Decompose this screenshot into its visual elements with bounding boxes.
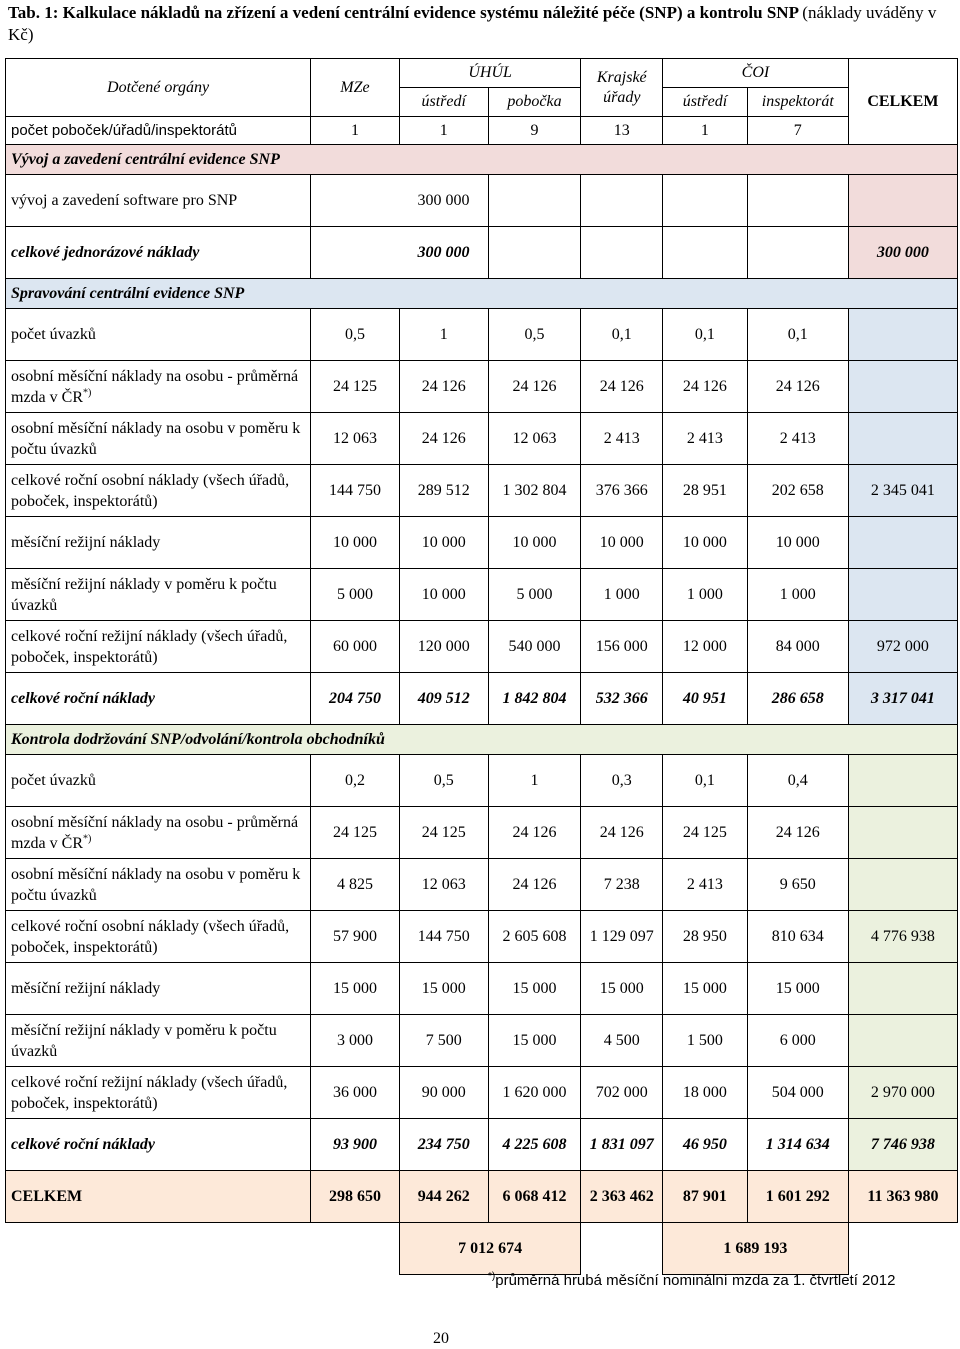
onetime-label: celkové jednorázové náklady xyxy=(6,227,311,279)
section3-annual-cell: 1 314 634 xyxy=(747,1119,848,1171)
section2-cell: 10 000 xyxy=(399,517,488,569)
section2-row-label: počet úvazků xyxy=(6,309,311,361)
section3-cell: 2 605 608 xyxy=(488,911,581,963)
branches-label: počet poboček/úřadů/inspektorátů xyxy=(6,117,311,145)
blank-cell xyxy=(6,1223,311,1275)
section3-annual-cell: 93 900 xyxy=(311,1119,400,1171)
section2-cell: 1 000 xyxy=(747,569,848,621)
section3-row-label: měsíční režijní náklady v poměru k počtu úvazků xyxy=(6,1015,311,1067)
section3-cell: 12 063 xyxy=(399,859,488,911)
section3-cell: 1 xyxy=(488,755,581,807)
section2-cell: 0,5 xyxy=(311,309,400,361)
section2-cell: 540 000 xyxy=(488,621,581,673)
section2-cell: 376 366 xyxy=(581,465,663,517)
header-celkem: CELKEM xyxy=(848,59,957,145)
section2-cell: 12 063 xyxy=(488,413,581,465)
branches-uhul-pobocka: 9 xyxy=(488,117,581,145)
section3-row-label: celkové roční režijní náklady (všech úřadů, poboček, inspektorátů) xyxy=(6,1067,311,1119)
section3-cell: 504 000 xyxy=(747,1067,848,1119)
section2-row-label: celkové roční režijní náklady (všech úřadů, poboček, inspektorátů) xyxy=(6,621,311,673)
header-krajske: Krajské xyxy=(596,68,647,86)
section2-row-total xyxy=(848,309,957,361)
section3-cell: 7 238 xyxy=(581,859,663,911)
section3-cell: 0,1 xyxy=(663,755,748,807)
section2-row-label: měsíční režijní náklady v poměru k počtu úvazků xyxy=(6,569,311,621)
header-urady: úřady xyxy=(603,88,641,106)
section2-cell: 12 000 xyxy=(663,621,748,673)
section2-cell: 24 126 xyxy=(399,413,488,465)
section2-cell: 289 512 xyxy=(399,465,488,517)
blank-cell xyxy=(581,1223,663,1275)
footnote xyxy=(488,1272,895,1289)
section2-annual-total: 3 317 041 xyxy=(848,673,957,725)
section2-row-total: 2 345 041 xyxy=(848,465,957,517)
section3-row-total xyxy=(848,1015,957,1067)
section3-annual-cell: 46 950 xyxy=(663,1119,748,1171)
section3-annual-cell: 234 750 xyxy=(399,1119,488,1171)
section3-annual-cell: 4 225 608 xyxy=(488,1119,581,1171)
section3-cell: 144 750 xyxy=(399,911,488,963)
section3-cell: 24 125 xyxy=(311,807,400,859)
header-uhul-ustredi: ústředí xyxy=(399,88,488,117)
section3-cell: 18 000 xyxy=(663,1067,748,1119)
blank-cell xyxy=(311,1223,400,1275)
section3-cell: 0,5 xyxy=(399,755,488,807)
section3-cell: 15 000 xyxy=(488,1015,581,1067)
section2-annual-cell: 1 842 804 xyxy=(488,673,581,725)
grand-cell: 2 363 462 xyxy=(581,1171,663,1223)
grand-cell: 6 068 412 xyxy=(488,1171,581,1223)
onetime-value: 300 000 xyxy=(399,227,488,279)
section3-cell: 0,2 xyxy=(311,755,400,807)
section2-cell: 1 000 xyxy=(581,569,663,621)
header-coi: ČOI xyxy=(663,59,849,88)
section2-cell: 24 126 xyxy=(581,361,663,413)
section3-cell: 24 126 xyxy=(488,859,581,911)
section3-cell: 1 620 000 xyxy=(488,1067,581,1119)
section3-row-total xyxy=(848,755,957,807)
section3-cell: 1 129 097 xyxy=(581,911,663,963)
section3-cell: 15 000 xyxy=(581,963,663,1015)
section3-row-label: osobní měsíční náklady na osobu - průměrná mzda v ČR*) xyxy=(6,807,311,859)
section2-row-total: 972 000 xyxy=(848,621,957,673)
section3-cell: 7 500 xyxy=(399,1015,488,1067)
section2-cell: 24 125 xyxy=(311,361,400,413)
section2-cell: 2 413 xyxy=(581,413,663,465)
grand-cell: 298 650 xyxy=(311,1171,400,1223)
section3-cell: 1 500 xyxy=(663,1015,748,1067)
section2-annual-cell: 204 750 xyxy=(311,673,400,725)
section3-cell: 4 825 xyxy=(311,859,400,911)
header-coi-inspektorat: inspektorát xyxy=(747,88,848,117)
footnote-mark: *) xyxy=(488,1271,496,1282)
section2-row-label: osobní měsíční náklady na osobu v poměru k počtu úvazků xyxy=(6,413,311,465)
section2-cell: 0,1 xyxy=(581,309,663,361)
section3-row-label: měsíční režijní náklady xyxy=(6,963,311,1015)
section2-cell: 0,1 xyxy=(663,309,748,361)
onetime-total: 300 000 xyxy=(848,227,957,279)
section2-cell: 10 000 xyxy=(399,569,488,621)
grand-label: CELKEM xyxy=(6,1171,311,1223)
software-label: vývoj a zavedení software pro SNP xyxy=(6,175,311,227)
blank-cell xyxy=(848,1223,957,1275)
section2-cell: 5 000 xyxy=(311,569,400,621)
table-caption xyxy=(8,2,953,46)
section3-row-label: osobní měsíční náklady na osobu v poměru k počtu úvazků xyxy=(6,859,311,911)
section2-cell: 60 000 xyxy=(311,621,400,673)
section3-annual-label: celkové roční náklady xyxy=(6,1119,311,1171)
section3-cell: 15 000 xyxy=(488,963,581,1015)
section2-cell: 156 000 xyxy=(581,621,663,673)
header-coi-ustredi: ústředí xyxy=(663,88,748,117)
section2-cell: 10 000 xyxy=(488,517,581,569)
branches-coi-inspektorat: 7 xyxy=(747,117,848,145)
section3-cell: 24 126 xyxy=(488,807,581,859)
header-uhul-pobocka: pobočka xyxy=(488,88,581,117)
caption-normal: (náklady uváděny v Kč) xyxy=(8,3,937,44)
section3-row-total xyxy=(848,859,957,911)
section2-cell: 0,1 xyxy=(747,309,848,361)
section3-annual-cell: 1 831 097 xyxy=(581,1119,663,1171)
section3-cell: 15 000 xyxy=(399,963,488,1015)
section3-cell: 6 000 xyxy=(747,1015,848,1067)
section2-cell: 28 951 xyxy=(663,465,748,517)
section2-cell: 144 750 xyxy=(311,465,400,517)
section3-cell: 3 000 xyxy=(311,1015,400,1067)
coi-sum: 1 689 193 xyxy=(663,1223,849,1275)
software-value: 300 000 xyxy=(399,175,488,227)
grand-cell: 1 601 292 xyxy=(747,1171,848,1223)
section2-annual-cell: 40 951 xyxy=(663,673,748,725)
section3-cell: 0,3 xyxy=(581,755,663,807)
section3-cell: 9 650 xyxy=(747,859,848,911)
branches-mze: 1 xyxy=(311,117,400,145)
branches-coi-ustredi: 1 xyxy=(663,117,748,145)
section2-row-total xyxy=(848,361,957,413)
section2-cell: 2 413 xyxy=(663,413,748,465)
section2-annual-cell: 532 366 xyxy=(581,673,663,725)
section3-cell: 2 413 xyxy=(663,859,748,911)
page-number: 20 xyxy=(433,1330,449,1347)
section2-cell: 1 302 804 xyxy=(488,465,581,517)
section2-row-total xyxy=(848,517,957,569)
section2-cell: 10 000 xyxy=(311,517,400,569)
section3-cell: 24 126 xyxy=(747,807,848,859)
cost-table xyxy=(5,58,958,1275)
section3-row-total: 2 970 000 xyxy=(848,1067,957,1119)
section3-row-total: 4 776 938 xyxy=(848,911,957,963)
section3-cell: 4 500 xyxy=(581,1015,663,1067)
branches-uhul-ustredi: 1 xyxy=(399,117,488,145)
section2-cell: 0,5 xyxy=(488,309,581,361)
section3-cell: 24 125 xyxy=(663,807,748,859)
section2-row-label: osobní měsíční náklady na osobu - průměrná mzda v ČR*) xyxy=(6,361,311,413)
section2-cell: 10 000 xyxy=(581,517,663,569)
section2-cell: 1 xyxy=(399,309,488,361)
section2-row-total xyxy=(848,413,957,465)
section3-row-total xyxy=(848,963,957,1015)
section2-annual-label: celkové roční náklady xyxy=(6,673,311,725)
section2-cell: 12 063 xyxy=(311,413,400,465)
section3-cell: 24 125 xyxy=(399,807,488,859)
footnote-text: průměrná hrubá měsíční nominální mzda za 1. čtvrtletí 2012 xyxy=(495,1272,896,1289)
section3-title: Kontrola dodržování SNP/odvolání/kontrola obchodníků xyxy=(6,725,958,755)
section3-row-label: celkové roční osobní náklady (všech úřadů, poboček, inspektorátů) xyxy=(6,911,311,963)
footnote-marker: *) xyxy=(83,833,92,845)
section3-cell: 24 126 xyxy=(581,807,663,859)
section3-row-total xyxy=(848,807,957,859)
section2-cell: 10 000 xyxy=(663,517,748,569)
section3-cell: 15 000 xyxy=(311,963,400,1015)
caption-bold: Tab. 1: Kalkulace nákladů na zřízení a vedení centrální evidence systému náležité péče (SNP) a kontrolu SNP xyxy=(8,3,799,22)
section2-cell: 24 126 xyxy=(747,361,848,413)
section2-cell: 24 126 xyxy=(399,361,488,413)
section2-row-label: celkové roční osobní náklady (všech úřadů, poboček, inspektorátů) xyxy=(6,465,311,517)
section2-row-label: měsíční režijní náklady xyxy=(6,517,311,569)
section3-cell: 57 900 xyxy=(311,911,400,963)
section2-cell: 1 000 xyxy=(663,569,748,621)
header-krajske-urady xyxy=(581,59,663,117)
branches-krajske: 13 xyxy=(581,117,663,145)
grand-cell: 944 262 xyxy=(399,1171,488,1223)
section3-cell: 702 000 xyxy=(581,1067,663,1119)
grand-cell: 87 901 xyxy=(663,1171,748,1223)
section2-annual-cell: 409 512 xyxy=(399,673,488,725)
section2-annual-cell: 286 658 xyxy=(747,673,848,725)
grand-total: 11 363 980 xyxy=(848,1171,957,1223)
section2-cell: 10 000 xyxy=(747,517,848,569)
section2-cell: 24 126 xyxy=(488,361,581,413)
section3-cell: 810 634 xyxy=(747,911,848,963)
section3-cell: 15 000 xyxy=(747,963,848,1015)
section2-cell: 5 000 xyxy=(488,569,581,621)
section2-title: Spravování centrální evidence SNP xyxy=(6,279,958,309)
section3-cell: 90 000 xyxy=(399,1067,488,1119)
section2-cell: 24 126 xyxy=(663,361,748,413)
section2-cell: 120 000 xyxy=(399,621,488,673)
header-uhul: ÚHÚL xyxy=(399,59,581,88)
section2-cell: 202 658 xyxy=(747,465,848,517)
section3-cell: 36 000 xyxy=(311,1067,400,1119)
footnote-marker: *) xyxy=(83,387,92,399)
section3-cell: 0,4 xyxy=(747,755,848,807)
header-mze: MZe xyxy=(311,59,400,117)
section3-row-label: počet úvazků xyxy=(6,755,311,807)
section1-title: Vývoj a zavedení centrální evidence SNP xyxy=(6,145,958,175)
section2-row-total xyxy=(848,569,957,621)
section3-cell: 28 950 xyxy=(663,911,748,963)
section3-cell: 15 000 xyxy=(663,963,748,1015)
section2-cell: 2 413 xyxy=(747,413,848,465)
header-organs: Dotčené orgány xyxy=(6,59,311,117)
section3-annual-total: 7 746 938 xyxy=(848,1119,957,1171)
section2-cell: 84 000 xyxy=(747,621,848,673)
uhul-sum: 7 012 674 xyxy=(399,1223,581,1275)
